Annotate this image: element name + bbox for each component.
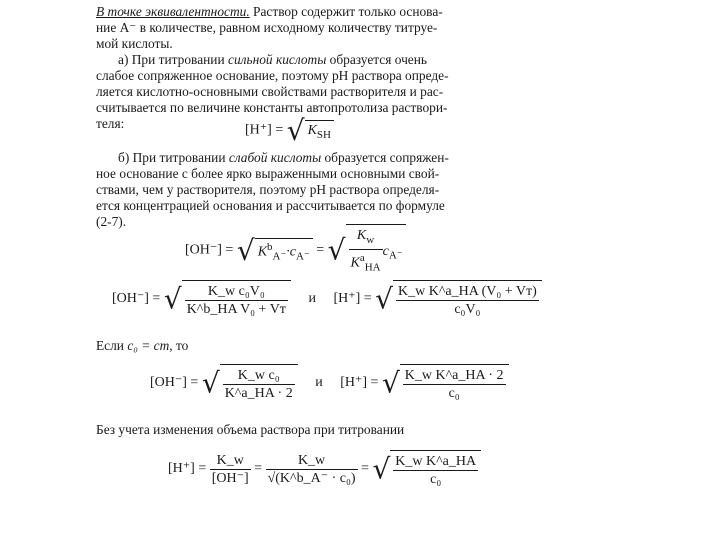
- eq-subscript: A⁻: [388, 249, 403, 262]
- text-line: [96, 338, 188, 354]
- eq-denominator: c₀: [448, 386, 460, 401]
- sqrt: √ $\frac{\text{K\_w K\textasciicircum{}a\_HA (V₀ + Vт)}}{\text{c₀V₀}}$: [375, 280, 542, 318]
- eq-numerator: K_w c₀V₀: [185, 283, 288, 301]
- eq-operator: =: [361, 461, 369, 477]
- fraction: [185, 283, 288, 318]
- text-line: ное основание с более ярко выраженными основными свой-: [96, 166, 440, 181]
- sqrt: √ $K_{SH}$: [287, 114, 334, 147]
- eq-lhs: [H⁺] =: [245, 122, 284, 138]
- eq-symbol: K: [257, 244, 268, 260]
- eq-denominator: K^b_HA V₀ + Vт: [186, 302, 286, 317]
- eq-lhs: [OH⁻] =: [112, 291, 161, 307]
- text-line: [118, 52, 427, 68]
- text-line: считывается по величине константы автопротолиза раствори-: [96, 100, 448, 115]
- eq-inline: c₀ = cт: [127, 338, 170, 353]
- eq-denominator: K^a_HA · 2: [224, 386, 293, 401]
- text-span: б) При титровании: [118, 150, 229, 165]
- text-line: [96, 4, 443, 20]
- eq-conjunction: и: [308, 291, 316, 307]
- eq-conjunction: и: [315, 375, 323, 391]
- text-line: Без учета изменения объема раствора при титровании: [96, 422, 405, 437]
- eq-symbol: ·c: [286, 244, 296, 260]
- eq-numerator: K_w K^a_HA · 2: [404, 368, 504, 383]
- fraction: [223, 367, 295, 402]
- text-line: ствами, чем у растворителя, поэтому pH раствора определя-: [96, 182, 440, 197]
- eq-lhs: [OH⁻] =: [185, 242, 234, 258]
- sqrt: √ $\frac{\text{K\_w c₀}}{K\^{}a\_HA \cdot 2}$: [202, 364, 298, 402]
- fraction: [210, 452, 251, 487]
- text-line: мой кислоты.: [96, 36, 173, 51]
- sqrt: √ $K^b_{A^-}\cdot c_{A^-}$: [237, 234, 313, 267]
- eq-subscript: w: [366, 233, 375, 246]
- eq-denominator: c₀V₀: [454, 302, 481, 317]
- eq-symbol: K: [307, 123, 317, 139]
- eq-subscript: HA: [364, 261, 381, 274]
- fraction: [266, 452, 358, 487]
- text-span: а) При титровании: [118, 52, 228, 67]
- eq-operator: =: [254, 461, 263, 477]
- equation-h-final: [168, 450, 481, 488]
- eq-subscript: A⁻: [272, 250, 287, 263]
- eq-denominator: [OH⁻]: [211, 470, 249, 486]
- emphasis-text: слабой кислоты: [228, 150, 322, 165]
- eq-numerator: K_w K^a_HA (V₀ + Vт): [398, 284, 537, 299]
- eq-numerator: K_w K^a_HA: [395, 454, 477, 469]
- sqrt: √ $\frac{\text{K\_w K\textasciicircum{}a\_HA · 2}}{\text{c₀}}$: [382, 364, 509, 402]
- sqrt: √ $\frac{\text{K\_w c₀V₀}}{\text{K\textasciicircum{}b\_HA V₀ + Vт}}$: [164, 280, 291, 318]
- eq-lhs: [H⁺] =: [340, 375, 379, 391]
- eq-symbol: K: [350, 255, 360, 271]
- text-line: теля:: [96, 116, 125, 131]
- eq-operator: =: [316, 242, 325, 258]
- text-span: образуется очень: [326, 52, 428, 67]
- sqrt: √ $\frac{K_w}{K^a_{HA}}$ $c_{A^-}$: [328, 224, 406, 276]
- fraction: [349, 227, 383, 276]
- eq-subscript: A⁻: [296, 250, 310, 263]
- text-span: образуется сопряжен-: [321, 150, 449, 165]
- eq-numerator: K_w c₀: [223, 367, 295, 385]
- eq-symbol: c: [382, 243, 389, 259]
- text-line: ляется кислотно-основными свойствами растворителя и рас-: [96, 84, 444, 99]
- text-line: ние A⁻ в количестве, равном исходному количеству титруе-: [96, 20, 438, 35]
- text-span: Если: [96, 338, 128, 353]
- text-line: (2-7).: [96, 214, 127, 229]
- emphasis-text: сильной кислоты: [228, 52, 327, 67]
- equation-volume: [112, 280, 542, 318]
- fraction: [393, 453, 478, 488]
- eq-lhs: [H⁺] =: [333, 291, 372, 307]
- eq-symbol: K: [356, 228, 367, 243]
- text-span: , то: [169, 338, 189, 353]
- equation-oh-weak: [185, 224, 406, 276]
- eq-lhs: [H⁺] =: [168, 461, 207, 477]
- section-heading: В точке эквивалентности.: [96, 4, 250, 19]
- text-span: Раствор содержит только основа-: [249, 4, 443, 19]
- eq-denominator: √(K^b_A⁻ · c₀): [267, 470, 356, 486]
- eq-numerator: K_w: [210, 452, 251, 470]
- eq-superscript: a: [359, 251, 365, 264]
- eq-numerator: K_w: [266, 452, 358, 470]
- equation-equal-conc: [150, 364, 509, 402]
- equation-autoprotolysis: [245, 114, 334, 147]
- eq-superscript: b: [267, 240, 273, 253]
- text-line: слабое сопряженное основание, поэтому pH раствора опреде-: [96, 68, 449, 83]
- text-line: [118, 150, 449, 166]
- sqrt: √ $\frac{\text{K\_w K\textasciicircum{}a\_HA}}{\text{c₀}}$: [372, 450, 481, 488]
- eq-denominator: c₀: [430, 472, 442, 487]
- eq-subscript: SH: [316, 128, 331, 141]
- eq-lhs: [OH⁻] =: [150, 375, 199, 391]
- fraction: [396, 283, 539, 318]
- fraction: [403, 367, 506, 402]
- text-line: ется концентрацией основания и рассчитывается по формуле: [96, 198, 445, 213]
